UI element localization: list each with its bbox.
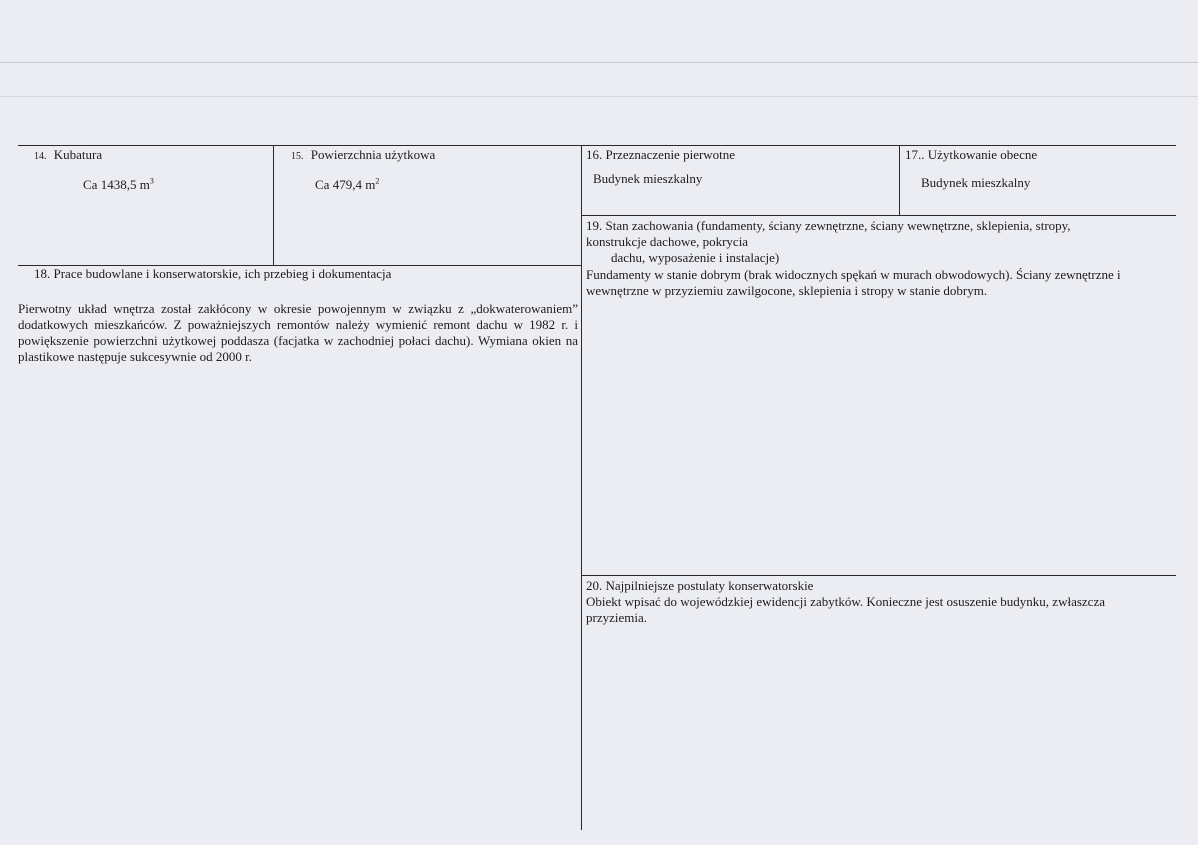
uzytkowanie-label: 17.. Użytkowanie obecne: [905, 147, 1038, 162]
powierzchnia-number: 15.: [291, 151, 304, 162]
powierzchnia-title: Powierzchnia użytkowa: [310, 147, 436, 162]
powierzchnia-unit-exponent: 2: [375, 176, 380, 186]
table-top-border-left: [18, 145, 581, 146]
stan-label-line2: konstrukcje dachowe, pokrycia: [586, 234, 749, 249]
scan-artifact-line: [0, 96, 1198, 97]
kubatura-value: [83, 177, 154, 193]
prace-text: Pierwotny układ wnętrza został zakłócony w okresie powojennym w związku z „dokwaterowaniem” dodatkowych mieszkańców. Z poważniejszych remontów należy wymienić remont dachu w 1982 r. i powiększenie powierzchni użytkowej poddasza (facjatka w zachodniej połaci dachu). Wymiana okien na plastikowe następuje sukcesywnie od 2000 r.: [18, 301, 578, 364]
stan-text: Fundamenty w stanie dobrym (brak widocznych spękań w murach obwodowych). Ściany zewnętrzne i wewnętrzne w przyziemiu zawilgocone, sklepienia i stropy w stanie dobrym.: [586, 267, 1121, 298]
divider-14-15: [273, 145, 274, 265]
divider-16-17: [899, 145, 900, 215]
kubatura-number: 14.: [34, 151, 47, 162]
kubatura-title: Kubatura: [53, 147, 103, 162]
stan-label-line1: 19. Stan zachowania (fundamenty, ściany zewnętrzne, ściany wewnętrzne, sklepienia, stropy,: [586, 218, 1071, 233]
divider-16-19: [581, 215, 1176, 216]
uzytkowanie-value: Budynek mieszkalny: [921, 175, 1031, 190]
scan-artifact-line: [0, 62, 1198, 63]
powierzchnia-label: [291, 147, 435, 165]
kubatura-label: [34, 147, 102, 165]
stan-label-line3: dachu, wyposażenie i instalacje): [611, 250, 780, 265]
postulaty-label: 20. Najpilniejsze postulaty konserwatorskie: [586, 578, 814, 593]
kubatura-unit-exponent: 3: [149, 176, 154, 186]
postulaty-text: Obiekt wpisać do wojewódzkiej ewidencji zabytków. Konieczne jest osuszenie budynku, zwłaszcza przyziemia.: [586, 594, 1105, 625]
przeznaczenie-label: 16. Przeznaczenie pierwotne: [586, 147, 736, 162]
powierzchnia-value-text: Ca 479,4 m: [315, 177, 376, 192]
divider-19-20: [581, 575, 1176, 576]
prace-label: 18. Prace budowlane i konserwatorskie, ich przebieg i dokumentacja: [34, 266, 392, 281]
powierzchnia-value: [315, 177, 379, 193]
table-top-border-right: [581, 145, 1176, 146]
kubatura-value-text: Ca 1438,5 m: [83, 177, 150, 192]
divider-left-right: [581, 145, 582, 830]
przeznaczenie-value: Budynek mieszkalny: [593, 171, 703, 186]
